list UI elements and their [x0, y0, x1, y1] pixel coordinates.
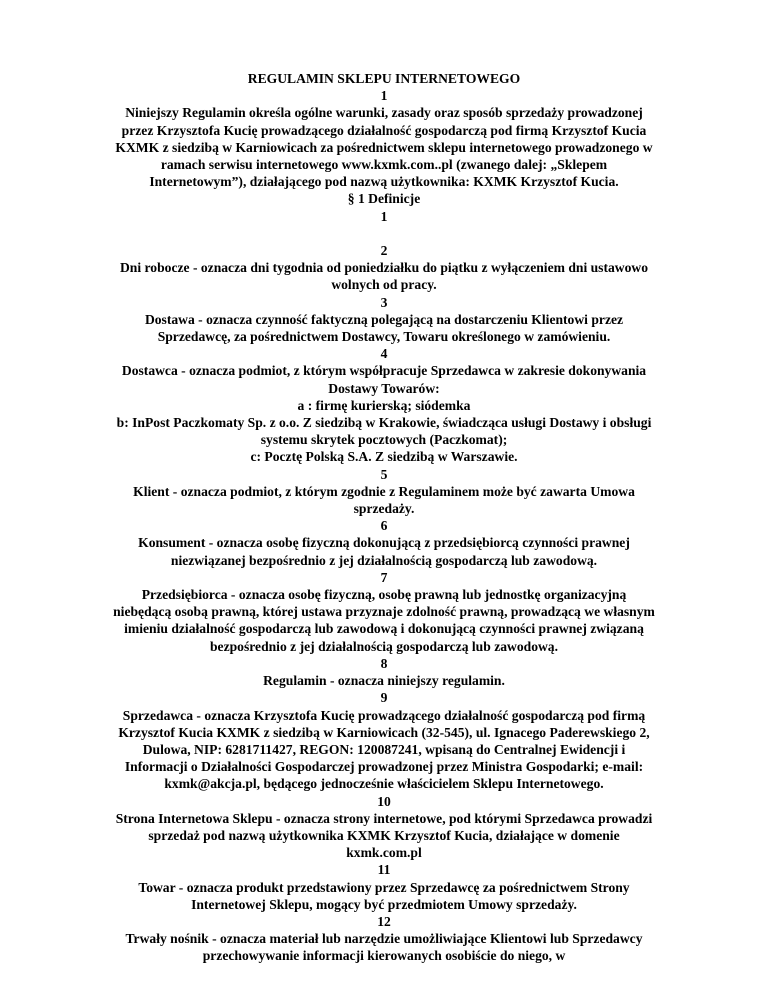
definition-line: niebędącą osobą prawną, której ustawa przyznaje zdolność prawną, prowadzącą we własnym	[113, 604, 655, 620]
document-title: REGULAMIN SKLEPU INTERNETOWEGO	[247, 71, 521, 86]
definition-item	[40, 569, 728, 655]
definition-number: 12	[377, 913, 391, 929]
section-number: 1	[380, 208, 388, 224]
definition-number: 5	[380, 466, 388, 482]
definition-item	[40, 517, 728, 569]
definitions-list	[40, 242, 728, 965]
definition-line: sprzedaży.	[353, 501, 415, 517]
intro-line: Niniejszy Regulamin określa ogólne warunki, zasady oraz sposób sprzedaży prowadzonej	[125, 105, 643, 121]
definition-line: przechowywanie informacji kierowanych osobiście do niego, w	[202, 948, 566, 964]
definition-line: Towar - oznacza produkt przedstawiony przez Sprzedawcę za pośrednictwem Strony	[138, 879, 630, 895]
intro-line: Internetowym”), działającego pod nazwą użytkownika: KXMK Krzysztof Kucia.	[149, 174, 619, 190]
definition-item	[40, 655, 728, 689]
intro-line: ramach serwisu internetowego www.kxmk.com..pl (zwanego dalej: „Sklepem	[160, 157, 608, 173]
definition-line: kxmk.com.pl	[346, 845, 422, 861]
definition-line: Dni robocze - oznacza dni tygodnia od poniedziałku do piątku z wyłączeniem dni ustawowo	[119, 260, 649, 276]
definition-line: imieniu działalność gospodarczą lub zawodową i dokonującą czynności prawnej związaną	[124, 621, 644, 637]
definition-line: Przedsiębiorca - oznacza osobę fizyczną, osobę prawną lub jednostkę organizacyjną	[141, 587, 627, 603]
definition-line: Sprzedawca - oznacza Krzysztofa Kucię prowadzącego działalność gospodarczą pod firmą	[122, 707, 646, 723]
definition-line: niezwiązanej bezpośrednio z jej działalnością gospodarczą lub zawodową.	[170, 552, 598, 568]
definition-line: wolnych od pracy.	[331, 277, 437, 293]
definition-line: Dostawa - oznacza czynność faktyczną polegającą na dostarczeniu Klientowi przez	[144, 311, 624, 327]
definition-item	[40, 861, 728, 913]
definition-line: Strona Internetowa Sklepu - oznacza strony internetowe, pod którymi Sprzedawca prowadzi	[115, 810, 653, 826]
definition-line: Konsument - oznacza osobę fizyczną dokonującą z przedsiębiorcą czynności prawnej	[138, 535, 630, 551]
definition-number: 10	[377, 793, 391, 809]
definition-line: Klient - oznacza podmiot, z którym zgodnie z Regulaminem może być zawarta Umowa	[133, 483, 635, 499]
definition-line: sprzedaż pod nazwą użytkownika KXMK Krzysztof Kucia, działające w domenie	[148, 827, 620, 843]
section-title: § 1 Definicje	[347, 191, 421, 207]
definition-number: 8	[380, 655, 388, 671]
definition-line: c: Pocztę Polską S.A. Z siedzibą w Warszawie.	[250, 449, 518, 465]
definition-number: 3	[380, 294, 388, 310]
definition-line: b: InPost Paczkomaty Sp. z o.o. Z siedzibą w Krakowie, świadcząca usługi Dostawy i obsługi	[116, 415, 652, 431]
definition-item	[40, 913, 728, 965]
definition-line: a : firmę kurierską; siódemka	[297, 397, 471, 413]
intro-paragraph	[40, 104, 728, 190]
definition-line: Sprzedawcę, za pośrednictwem Dostawcy, Towaru określonego w zamówieniu.	[157, 329, 611, 345]
definition-number: 4	[380, 346, 388, 362]
definition-line: bezpośrednio z jej działalnością gospodarczą lub zawodową.	[209, 638, 559, 654]
blank-line	[40, 225, 728, 242]
intro-line: KXMK z siedzibą w Karniowicach za pośrednictwem sklepu internetowego prowadzonego w	[115, 139, 653, 155]
definition-item	[40, 793, 728, 862]
definition-item	[40, 294, 728, 346]
definition-line: Trwały nośnik - oznacza materiał lub narzędzie umożliwiające Klientowi lub Sprzedawcy	[125, 931, 643, 947]
definition-item	[40, 466, 728, 518]
definition-line: Krzysztof Kucia KXMK z siedzibą w Karniowicach (32-545), ul. Ignacego Paderewskiego 2,	[118, 724, 650, 740]
intro-line: przez Krzysztofa Kucię prowadzącego działalność gospodarczą pod firmą Krzysztof Kucia	[121, 122, 647, 138]
definition-number: 6	[380, 518, 388, 534]
intro-number: 1	[380, 88, 388, 104]
definition-item	[40, 689, 728, 792]
definition-line: Dulowa, NIP: 6281711427, REGON: 120087241, wpisaną do Centralnej Ewidencji i	[142, 741, 626, 757]
definition-number: 2	[380, 243, 388, 259]
definition-line: Dostawca - oznacza podmiot, z którym współpracuje Sprzedawca w zakresie dokonywania	[121, 363, 647, 379]
definition-number: 7	[380, 569, 388, 585]
definition-line: Dostawy Towarów:	[328, 380, 440, 396]
definition-number: 9	[380, 690, 388, 706]
definition-line: Internetowej Sklepu, mogący być przedmiotem Umowy sprzedaży.	[191, 896, 577, 912]
definition-line: systemu skrytek pocztowych (Paczkomat);	[260, 432, 508, 448]
definition-number: 11	[377, 862, 391, 878]
definition-item	[40, 345, 728, 465]
definition-line: Regulamin - oznacza niniejszy regulamin.	[263, 673, 505, 689]
definition-line: Informacji o Działalności Gospodarczej prowadzonej przez Ministra Gospodarki; e-mail:	[124, 759, 644, 775]
definition-line: kxmk@akcja.pl, będącego jednocześnie właścicielem Sklepu Internetowego.	[164, 776, 604, 792]
definition-item	[40, 242, 728, 294]
